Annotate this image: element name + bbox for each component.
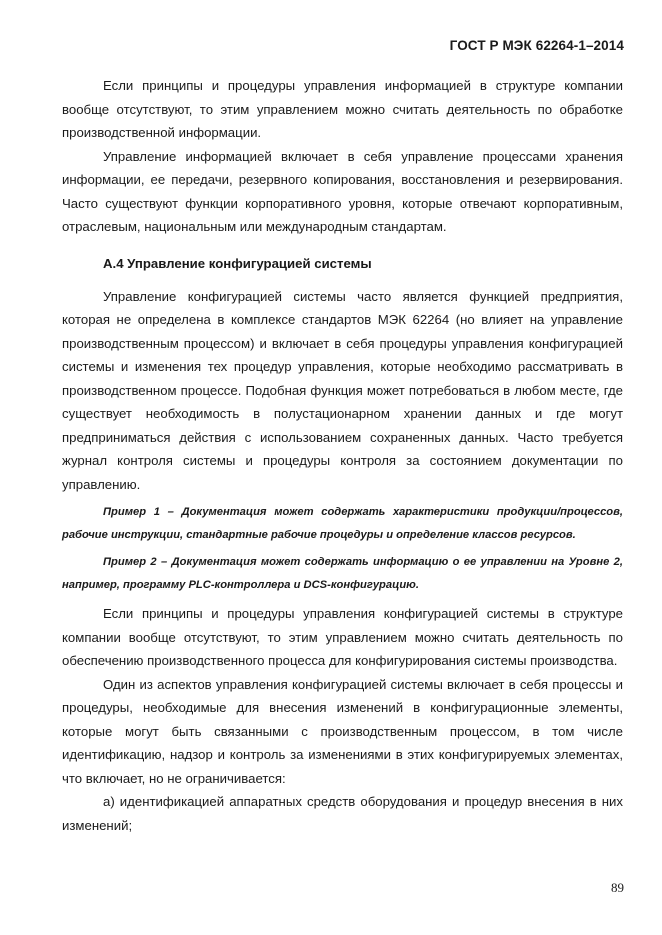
page-number: 89 [611,880,624,895]
section-heading: А.4 Управление конфигурацией системы [103,255,372,271]
example-note: Пример 2 – Документация может содержать информацию о ее управлении на Уровне 2, например, программу PLC-контроллера и DCS-конфигурацию. [62,556,623,591]
paragraph: Если принципы и процедуры управления конфигурацией системы в структуре компании вообще отсутствуют, то этим управлением можно считать деятельность по обеспечению производственного процесса для конфигурирования системы производства. [62,606,623,668]
paragraph: Управление информацией включает в себя управление процессами хранения информации, ее передачи, резервного копирования, восстановления и резервирования. Часто существуют функции корпоративного уровня, которые отвечают корпоративным, отраслевым, национальным или международным стандартам. [62,148,623,234]
paragraph: Управление конфигурацией системы часто является функцией предприятия, которая не определена в комплексе стандартов МЭК 62264 (но влияет на управление производственным процессом) и включает в себя процедуры управления конфигурацией системы и изменения тех процедур управления, которые необходимо рассматривать в производственном процессе. Подобная функция может потребоваться в любом месте, где существует необходимость в полустационарном хранении данных и где могут предприниматься действия с использованием сохраненных данных. Часто требуется журнал контроля системы и процедуры контроля за состоянием документации по управлению. [62,288,623,492]
list-item: а) идентификацией аппаратных средств оборудования и процедур внесения в них изменений; [62,794,623,833]
paragraph: Один из аспектов управления конфигурацией системы включает в себя процессы и процедуры, необходимые для внесения изменений в конфигурационные элементы, которые могут быть связанными с производственным процессом, в том числе идентификацию, надзор и контроль за изменениями в этих конфигурируемых элементах, что включает, но не ограничивается: [62,676,623,786]
example-note: Пример 1 – Документация может содержать характеристики продукции/процессов, рабочие инструкции, стандартные рабочие процедуры и определение классов ресурсов. [62,506,623,541]
document-body [62,74,623,837]
paragraph: Если принципы и процедуры управления информацией в структуре компании вообще отсутствуют, то этим управлением можно считать деятельность по обработке производственной информации. [62,78,623,140]
standard-header: ГОСТ Р МЭК 62264-1–2014 [449,38,624,53]
